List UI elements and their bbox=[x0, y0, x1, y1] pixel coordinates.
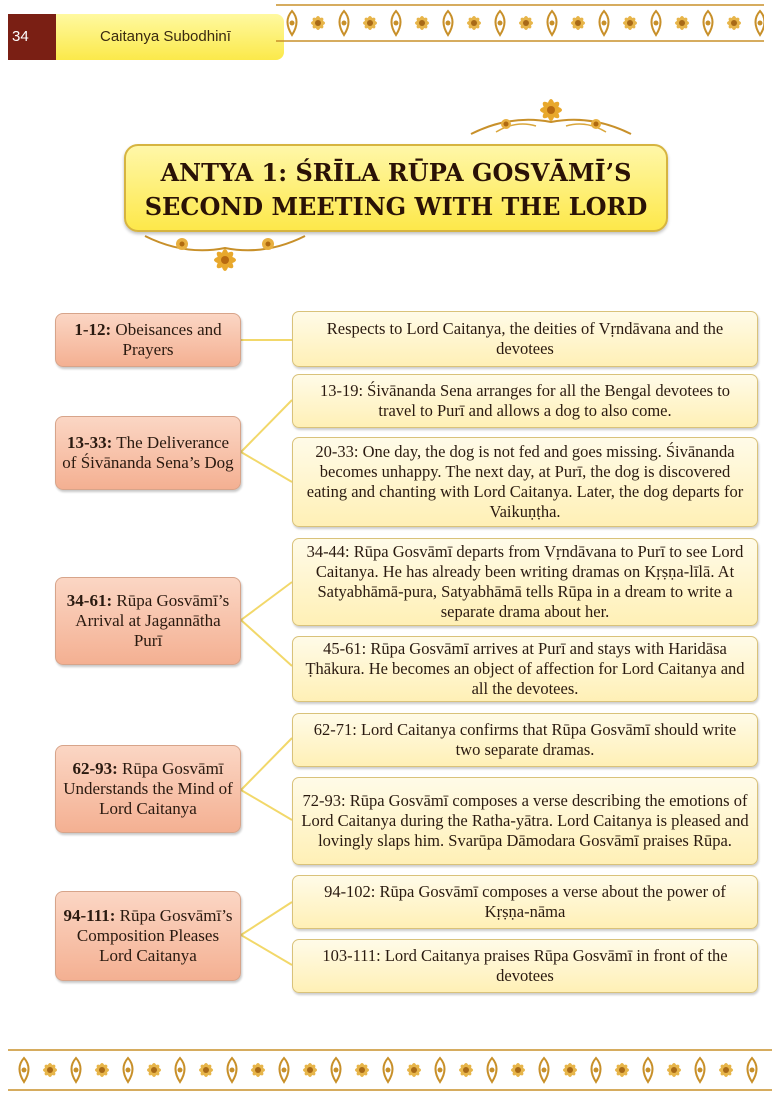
ornament-motif bbox=[124, 1058, 133, 1082]
chapter-title-line-2: SECOND MEETING WITH THE LORD bbox=[144, 192, 648, 221]
ornament-motif bbox=[311, 16, 325, 30]
section-5-label: Rūpa Gosvāmī’s Composition Pleases Lord Caitanya bbox=[76, 906, 233, 965]
section-4-heading bbox=[55, 745, 241, 833]
ornament-motif bbox=[355, 1063, 369, 1077]
ornament-motif bbox=[176, 1058, 185, 1082]
section-2-item-1: 13-19: Śivānanda Sena arranges for all the Bengal devotees to travel to Purī and allows a dog to also come. bbox=[292, 374, 758, 428]
section-5-range: 94-111: bbox=[63, 906, 116, 925]
ornament-motif bbox=[251, 1063, 265, 1077]
header-ornament-border bbox=[276, 3, 764, 43]
ornament-motif bbox=[623, 16, 637, 30]
section-2-label: The Deliverance of Śivānanda Sena’s Dog bbox=[62, 433, 234, 472]
ornament-motif bbox=[436, 1058, 445, 1082]
ornament-motif bbox=[652, 11, 661, 35]
ornament-motif bbox=[719, 1063, 733, 1077]
section-3-range: 34-61: bbox=[66, 591, 113, 610]
ornament-motif bbox=[332, 1058, 341, 1082]
ornament-motif bbox=[756, 11, 765, 35]
section-4-label: Rūpa Gosvāmī Understands the Mind of Lord Caitanya bbox=[63, 759, 233, 818]
ornament-motif bbox=[384, 1058, 393, 1082]
section-4-item-2: 72-93: Rūpa Gosvāmī composes a verse describing the emotions of Lord Caitanya during the Ratha-yātra. Lord Caitanya is pleased and lovingly slaps him. Svarūpa Dāmodara Gosvāmī praises Rūpa. bbox=[292, 777, 758, 865]
ornament-motif bbox=[571, 16, 585, 30]
page-number: 34 bbox=[8, 14, 56, 60]
ornament-motif bbox=[511, 1063, 525, 1077]
ornament-motif bbox=[228, 1058, 237, 1082]
ornament-motif bbox=[675, 16, 689, 30]
section-2-range: 13-33: bbox=[66, 433, 113, 452]
ornament-motif bbox=[392, 11, 401, 35]
ornament-motif bbox=[280, 1058, 289, 1082]
ornament-motif bbox=[95, 1063, 109, 1077]
top-flourish-ornament bbox=[466, 94, 636, 140]
bottom-flourish-ornament bbox=[140, 228, 310, 278]
ornament-motif bbox=[488, 1058, 497, 1082]
chapter-title-line-1: ANTYA 1: ŚRĪLA RŪPA GOSVĀMĪ’S bbox=[160, 158, 632, 187]
ornament-motif bbox=[727, 16, 741, 30]
ornament-motif bbox=[43, 1063, 57, 1077]
ornament-motif bbox=[667, 1063, 681, 1077]
ornament-motif bbox=[415, 16, 429, 30]
ornament-motif bbox=[459, 1063, 473, 1077]
ornament-motif bbox=[644, 1058, 653, 1082]
section-5-item-1: 94-102: Rūpa Gosvāmī composes a verse about the power of Kṛṣṇa-nāma bbox=[292, 875, 758, 929]
section-4-range: 62-93: bbox=[72, 759, 118, 778]
ornament-motif bbox=[519, 16, 533, 30]
ornament-motif bbox=[600, 11, 609, 35]
ornament-motif bbox=[540, 1058, 549, 1082]
section-1-heading bbox=[55, 313, 241, 367]
ornament-motif bbox=[72, 1058, 81, 1082]
section-3-label: Rūpa Gosvāmī’s Arrival at Jagannātha Purī bbox=[75, 591, 230, 650]
section-3-item-2: 45-61: Rūpa Gosvāmī arrives at Purī and stays with Haridāsa Ṭhākura. He becomes an object of affection for Lord Caitanya and all the devotees. bbox=[292, 636, 758, 702]
section-3-heading bbox=[55, 577, 241, 665]
section-1-label: Obeisances and Prayers bbox=[111, 320, 222, 359]
ornament-motif bbox=[288, 11, 297, 35]
section-1-item-1: Respects to Lord Caitanya, the deities of Vṛndāvana and the devotees bbox=[292, 311, 758, 367]
ornament-motif bbox=[592, 1058, 601, 1082]
ornament-motif bbox=[340, 11, 349, 35]
section-2-item-2: 20-33: One day, the dog is not fed and goes missing. Śivānanda becomes unhappy. The next day, at Purī, the dog is discovered eating and chanting with Lord Caitanya. Later, the dog departs for Vaikuṇṭha. bbox=[292, 437, 758, 527]
ornament-motif bbox=[303, 1063, 317, 1077]
ornament-motif bbox=[615, 1063, 629, 1077]
ornament-motif bbox=[563, 1063, 577, 1077]
ornament-motif bbox=[748, 1058, 757, 1082]
section-5-item-2: 103-111: Lord Caitanya praises Rūpa Gosvāmī in front of the devotees bbox=[292, 939, 758, 993]
footer-ornament-border bbox=[8, 1048, 772, 1092]
chapter-title-box bbox=[124, 144, 668, 232]
ornament-motif bbox=[704, 11, 713, 35]
ornament-motif bbox=[467, 16, 481, 30]
ornament-motif bbox=[548, 11, 557, 35]
section-3-item-1: 34-44: Rūpa Gosvāmī departs from Vṛndāvana to Purī to see Lord Caitanya. He has already been writing dramas on Kṛṣṇa-līlā. At Satyabhāmā-pura, Satyabhāmā tells Rūpa in a dream to write a separate drama about her. bbox=[292, 538, 758, 626]
ornament-motif bbox=[496, 11, 505, 35]
ornament-motif bbox=[20, 1058, 29, 1082]
section-5-heading bbox=[55, 891, 241, 981]
ornament-motif bbox=[363, 16, 377, 30]
ornament-motif bbox=[147, 1063, 161, 1077]
book-title: Caitanya Subodhinī bbox=[56, 14, 284, 60]
section-2-heading bbox=[55, 416, 241, 490]
section-4-item-1: 62-71: Lord Caitanya confirms that Rūpa Gosvāmī should write two separate dramas. bbox=[292, 713, 758, 767]
ornament-motif bbox=[696, 1058, 705, 1082]
section-1-range: 1-12: bbox=[74, 320, 112, 339]
ornament-motif bbox=[199, 1063, 213, 1077]
ornament-motif bbox=[407, 1063, 421, 1077]
ornament-motif bbox=[444, 11, 453, 35]
